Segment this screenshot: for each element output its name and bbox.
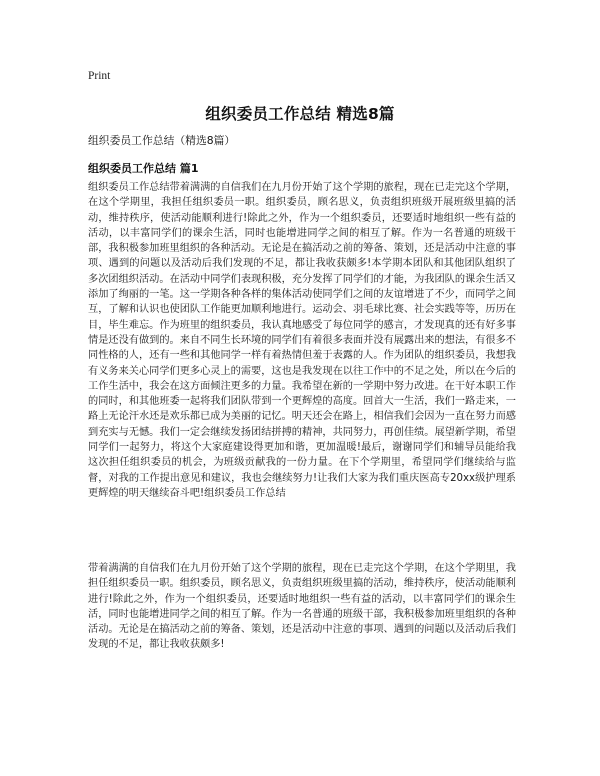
document-title: 组织委员工作总结 精选8篇 (205, 105, 395, 123)
document-subtitle: 组织委员工作总结（精选8篇） (88, 134, 236, 147)
print-label: Print (88, 70, 111, 82)
body-paragraph: 组织委员工作总结带着满满的自信我们在九月份开始了这个学期的旅程，现在已走完这个学期，在这个学期里，我担任组织委员一职。组织委员，顾名思义，负责组织班级开展班级里搞的活动，维持秩序，使活动能顺利进行!除此之外，作为一个组织委员，还要适时地组织一些有益的活动，以丰富同学们的课余生活，同时也能增进同学之间的相互了解。作为一名普通的班级干部，我积极参加班里组织的各种活动。无论是在搞活动之前的筹备、策划，还是活动中注意的事项、遇到的问题以及活动后我们发现的不足，都让我收获颇多!本学期本团队和其他团队组织了多次团组织活动。在活动中同学们表现积极，充分发挥了同学们的才能，为我团队的课余生活又添加了绚丽的一笔。这一学期各种各样的集体活动使同学们之间的友谊增进了不少，而同学之间互，了解和认识也使团队工作能更加顺利地进行。运动会、羽毛球比赛、社会实践等等，历历在目，毕生难忘。作为班里的组织委员，我认真地感受了每位同学的感言，才发现真的还有好多事情是还没有做到的。来自不同生长环境的同学们有着很多表面并没有展露出来的想法，有很多不同性格的人，还有一些和其他同学一样有着热情但羞于表露的人。作为团队的组织委员，我想我有义务来关心同学们更多心灵上的需要，这也是我发现在以往工作中的不足之处，所以在今后的工作生活中，我会在这方面倾注更多的力量。我希望在新的一学期中努力改进。在干好本职工作的同时，和其他班委一起将我们团队带到一个更辉煌的高度。回首大一生活，我们一路走来，一路上无论汗水还是欢乐都已成为美丽的记忆。明天还会在路上，相信我们会因为一直在努力而感到充实与无憾。我们一定会继续发扬团结拼搏的精神，共同努力，再创佳绩。展望新学期，希望同学们一起努力，将这个大家庭建设得更加和谐，更加温暖!最后，谢谢同学们和辅导员能给我这次担任组织委员的机会，为班级贡献我的一份力量。在下个学期里，希望同学们继续给与监督，对我的工作提出意见和建议，我也会继续努力!让我们大家为我们重庆医高专20xx级护理系更辉煌的明天继续奋斗吧!组织委员工作总结 (88, 182, 516, 499)
body-paragraph: 带着满满的自信我们在九月份开始了这个学期的旅程，现在已走完这个学期，在这个学期里，我担任组织委员一职。组织委员，顾名思义，负责组织班级里搞的活动，维持秩序，使活动能顺利进行!除此之外，作为一个组织委员，还要适时地组织一些有益的活动，以丰富同学们的课余生活，同时也能增进同学之间的相互了解。作为一名普通的班级干部，我积极参加班里组织的各种活动。无论是在搞活动之前的筹备、策划，还是活动中注意的事项、遇到的问题以及活动后我们发现的不足，都让我收获颇多! (88, 563, 516, 651)
section-heading: 组织委员工作总结 篇1 (88, 162, 199, 175)
